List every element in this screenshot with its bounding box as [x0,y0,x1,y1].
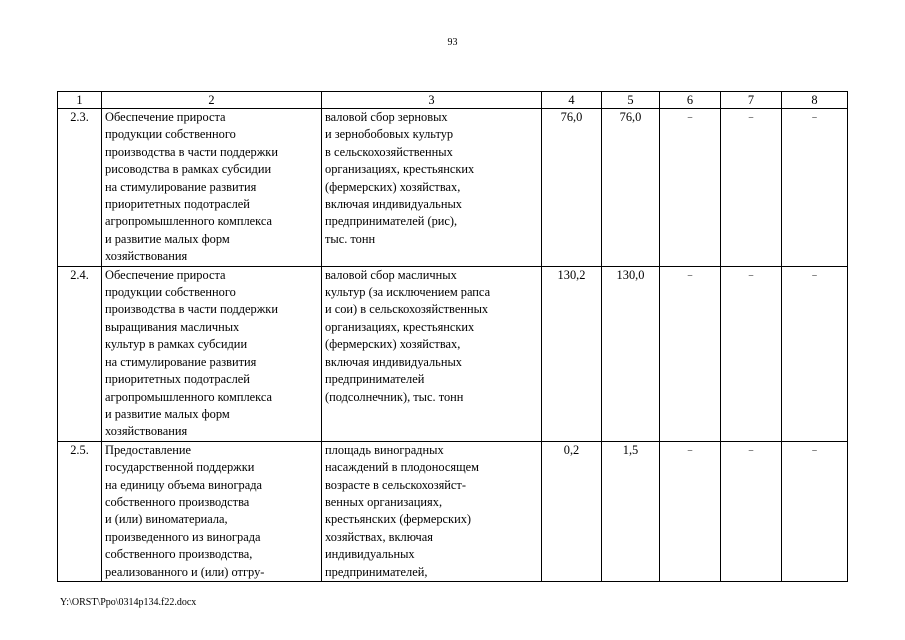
value-col-8: – [782,441,848,581]
value-col-5: 130,0 [602,266,660,441]
page-number: 93 [447,37,458,48]
value-col-8: – [782,109,848,267]
header-cell: 8 [782,92,848,109]
header-cell: 6 [660,92,721,109]
table-row [58,109,848,267]
indicator-description: валовой сбор зерновых и зернобобовых культур в сельскохозяйственных организациях, крестьянских (фермерских) хозяйствах, включая индивидуальных предпринимателей (рис), тыс. тонн [322,109,542,267]
header-cell: 7 [721,92,782,109]
value-col-5: 76,0 [602,109,660,267]
indicator-description: площадь виноградных насаждений в плодоносящем возрасте в сельскохозяйст- венных организациях, крестьянских (фермерских) хозяйствах, включая индивидуальных предпринимателей, [322,441,542,581]
table-row [58,441,848,581]
indicators-table [57,91,848,582]
measure-description: Обеспечение прироста продукции собственного производства в части поддержки рисоводства в рамках субсидии на стимулирование развития приоритетных подотраслей агропромышленного комплекса и развитие малых форм хозяйствования [102,109,322,267]
value-col-7: – [721,266,782,441]
value-col-4: 130,2 [542,266,602,441]
row-number: 2.4. [58,266,102,441]
measure-description: Предоставление государственной поддержки на единицу объема винограда собственного производства и (или) виноматериала, произведенного из винограда собственного производства, реализованного и (или) отгру- [102,441,322,581]
value-col-7: – [721,109,782,267]
value-col-5: 1,5 [602,441,660,581]
value-col-6: – [660,441,721,581]
header-cell: 5 [602,92,660,109]
measure-description: Обеспечение прироста продукции собственного производства в части поддержки выращивания масличных культур в рамках субсидии на стимулирование развития приоритетных подотраслей агропромышленного комплекса и развитие малых форм хозяйствования [102,266,322,441]
table-header-row [58,92,848,109]
value-col-8: – [782,266,848,441]
table-row [58,266,848,441]
value-col-6: – [660,109,721,267]
header-cell: 1 [58,92,102,109]
file-path-footer: Y:\ORST\Ppo\0314p134.f22.docx [60,597,197,608]
header-cell: 2 [102,92,322,109]
header-cell: 3 [322,92,542,109]
value-col-6: – [660,266,721,441]
header-cell: 4 [542,92,602,109]
value-col-4: 0,2 [542,441,602,581]
row-number: 2.5. [58,441,102,581]
indicator-description: валовой сбор масличных культур (за исключением рапса и сои) в сельскохозяйственных организациях, крестьянских (фермерских) хозяйствах, включая индивидуальных предпринимателей (подсолнечник), тыс. тонн [322,266,542,441]
value-col-4: 76,0 [542,109,602,267]
row-number: 2.3. [58,109,102,267]
value-col-7: – [721,441,782,581]
